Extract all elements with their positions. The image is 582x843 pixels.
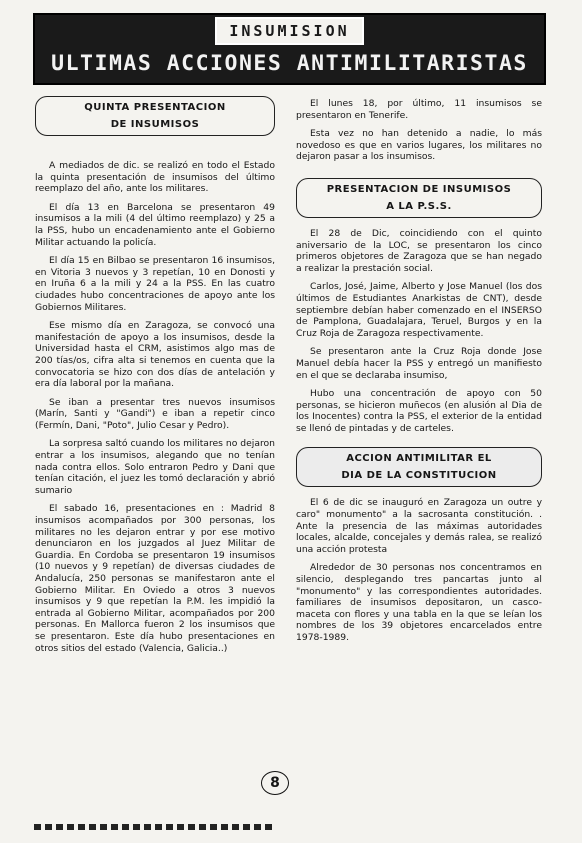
right-column: [296, 98, 542, 651]
paragraph: Se presentaron ante la Cruz Roja donde Jose Manuel debía hacer la PSS y entregó un manifiesto en el que se declaraba insumiso,: [296, 346, 542, 381]
paragraph: Ese mismo día en Zaragoza, se convocó una manifestación de apoyo a los insumisos, desde la Universidad hasta el CRM, asistimos algo mas de 200 tías/os, cifra alta si tenemos en cuenta que la convocatoria se hizo con dos días de antelación y era día laboral por la mañana.: [35, 320, 275, 390]
paragraph: La sorpresa saltó cuando los militares no dejaron entrar a los insumisos, alegando que no tenían nada contra ellos. Solo entraron Pedro y Dani que tenían citación, el juez les tomó declaración y abrió sumario: [35, 438, 275, 496]
section-heading-accion: ACCION ANTIMILITAR EL DIA DE LA CONSTITUCION: [296, 447, 542, 487]
paragraph: Esta vez no han detenido a nadie, lo más novedoso es que en varios lugares, los militares no dejaron pasar a los insumisos.: [296, 128, 542, 163]
paragraph: Alrededor de 30 personas nos concentramos en silencio, desplegando tres pancartas junto al "monumento" y las correspondientes autoridades. familiares de insumisos depositaron, un casco-maceta con flores y una tabla en la que se leían los nombres de los 39 objetores encarcelados entre 1978-1989.: [296, 562, 542, 643]
page-number: 8: [261, 771, 289, 795]
paragraph: Carlos, José, Jaime, Alberto y Jose Manuel (los dos últimos de Estudiantes Anarkistas de CNT), desde septiembre debían haber comenzado en el INSERSO de Pamplona, Guadalajara, Teruel, Burgos y en la Cruz Roja de Zaragoza respectivamente.: [296, 281, 542, 339]
paragraph: Hubo una concentración de apoyo con 50 personas, se hicieron muñecos (en alusión al Dia de los Inocentes) contra la PSS, el exterior de la entidad se llenó de pintadas y de carteles.: [296, 388, 542, 434]
footer-divider: [34, 824, 274, 830]
paragraph: El sabado 16, presentaciones en : Madrid 8 insumisos acompañados por 300 personas, los militares no les dejaron entrar y por ese motivo denunciaron en los juzgados al Juez Militar de Guardia. En Cordoba se presentaron 19 insumisos (10 nuevos y 9 repetían) de diversas ciudades de Andalucía, 250 personas se manifestaron ante el Gobierno Militar. En Oviedo a otros 3 nuevos insumisos y 9 que repetían la P.M. les impidió la entrada al Gobierno Militar, acompañados por 200 personas. En Mallorca fueron 2 los insumisos que se presentaron. Este día hubo presentaciones en otros sitios del estado (Valencia, Galicia..): [35, 503, 275, 654]
page-header: [33, 13, 546, 85]
paragraph: El día 13 en Barcelona se presentaron 49 insumisos a la mili (4 del último reemplazo) y 25 a la PSS, hubo un encadenamiento ante el Gobierno Militar actuando la policía.: [35, 201, 275, 248]
paragraph: El 6 de dic se inauguró en Zaragoza un outre y caro" monumento" a la sacrosanta constitución. . Ante la presencia de las máximas autoridades locales, alcalde, concejales y demás ralea, se realizó una acción protesta: [296, 497, 542, 555]
paragraph: El lunes 18, por último, 11 insumisos se presentaron en Tenerife.: [296, 98, 542, 121]
paragraph: El día 15 en Bilbao se presentaron 16 insumisos, en Vitoria 3 nuevos y 3 repetían, 10 en Donosti y en Iruña 6 a la mili y 24 a la PSS. En las cuatro ciudades hubo concentraciones de apoyo ante los Gobiernos Militares.: [35, 255, 275, 313]
page-title: ULTIMAS ACCIONES ANTIMILITARISTAS: [51, 51, 528, 76]
section-heading-quinta: QUINTA PRESENTACION DE INSUMISOS: [35, 96, 275, 136]
paragraph: Se iban a presentar tres nuevos insumisos (Marín, Santi y "Gandi") e iban a repetir cinco (Fermín, Dani, "Poto", Julio Cesar y Pedro).: [35, 396, 275, 431]
section-heading-pss: PRESENTACION DE INSUMISOS A LA P.S.S.: [296, 178, 542, 218]
left-column: [35, 96, 275, 661]
paragraph: A mediados de dic. se realizó en todo el Estado la quinta presentación de insumisos del último reemplazo del año, ante los militares.: [35, 160, 275, 195]
paragraph: El 28 de Dic, coincidiendo con el quinto aniversario de la LOC, se presentaron los cinco primeros objetores de Zaragoza que se han negado a realizar la prestación social.: [296, 227, 542, 274]
section-kicker: INSUMISION: [35, 19, 544, 43]
